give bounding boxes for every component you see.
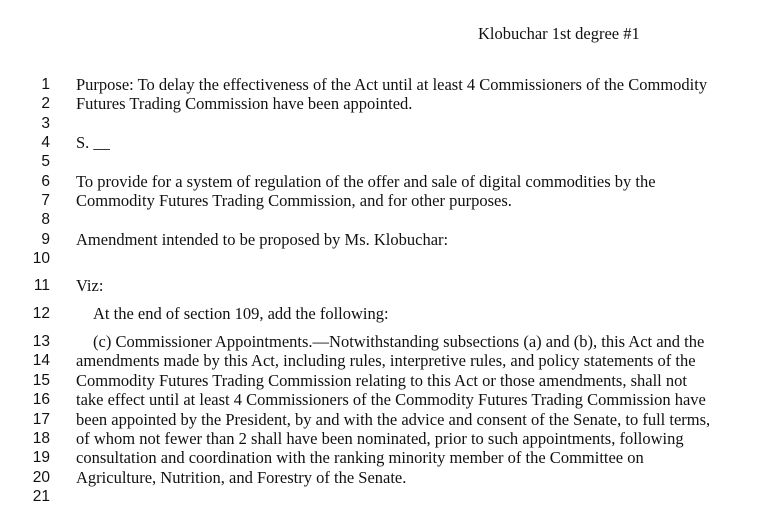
amendment-label: Klobuchar 1st degree #1 (478, 24, 640, 43)
amendment-text: Agriculture, Nutrition, and Forestry of the Senate. (76, 468, 407, 487)
line-number: 7 (41, 192, 50, 209)
viz-text: Viz: (76, 276, 104, 295)
line-number: 19 (32, 449, 50, 466)
document-line (0, 230, 768, 250)
document-line (0, 390, 768, 410)
document-line (0, 249, 768, 269)
instruction-text: At the end of section 109, add the following: (93, 304, 389, 323)
line-number: 10 (32, 250, 50, 267)
line-number: 18 (32, 430, 50, 447)
document-line (0, 410, 768, 430)
bill-title-text: To provide for a system of regulation of the offer and sale of digital commodities by the (76, 172, 656, 191)
amendment-text: been appointed by the President, by and with the advice and consent of the Senate, to full terms, (76, 410, 711, 429)
document-line (0, 133, 768, 153)
document-line (0, 172, 768, 192)
line-number: 13 (32, 333, 50, 350)
document-line (0, 429, 768, 449)
document-line (0, 94, 768, 114)
line-number: 5 (41, 153, 50, 170)
line-number: 14 (32, 352, 50, 369)
line-number: 12 (32, 305, 50, 322)
bill-title-text: Commodity Futures Trading Commission, and for other purposes. (76, 191, 512, 210)
amendment-text: take effect until at least 4 Commissioners of the Commodity Futures Trading Commission have (76, 390, 706, 409)
line-number: 4 (41, 134, 50, 151)
line-number: 6 (41, 173, 50, 190)
document-line (0, 448, 768, 468)
document-line (0, 210, 768, 230)
amendment-text: consultation and coordination with the ranking minority member of the Committee on (76, 448, 644, 467)
line-number: 16 (32, 391, 50, 408)
line-number: 2 (41, 95, 50, 112)
purpose-text: Futures Trading Commission have been appointed. (76, 94, 413, 113)
line-number: 21 (32, 488, 50, 505)
document-line (0, 487, 768, 507)
document-line (0, 191, 768, 211)
document-line (0, 276, 768, 296)
amendment-text: (c) Commissioner Appointments.—Notwithstanding subsections (a) and (b), this Act and the (93, 332, 705, 351)
amendment-text: of whom not fewer than 2 shall have been nominated, prior to such appointments, following (76, 429, 684, 448)
line-number: 15 (32, 372, 50, 389)
sponsor-text: Amendment intended to be proposed by Ms. Klobuchar: (76, 230, 449, 249)
line-number: 11 (33, 277, 50, 294)
line-number: 17 (32, 411, 50, 428)
document-line (0, 468, 768, 488)
document-line (0, 332, 768, 352)
line-number: 3 (41, 115, 50, 132)
document-line (0, 75, 768, 95)
bill-number: S. __ (76, 133, 110, 152)
amendment-text: Commodity Futures Trading Commission relating to this Act or those amendments, shall not (76, 371, 687, 390)
line-number: 20 (32, 469, 50, 486)
document-line (0, 152, 768, 172)
line-number: 1 (41, 76, 50, 93)
line-number: 8 (41, 211, 50, 228)
purpose-text: Purpose: To delay the effectiveness of the Act until at least 4 Commissioners of the Commodity (76, 75, 708, 94)
line-number: 9 (41, 231, 50, 248)
amendment-text: amendments made by this Act, including rules, interpretive rules, and policy statements of the (76, 351, 696, 370)
document-line (0, 304, 768, 324)
document-line (0, 351, 768, 371)
document-line (0, 371, 768, 391)
document-line (0, 114, 768, 134)
